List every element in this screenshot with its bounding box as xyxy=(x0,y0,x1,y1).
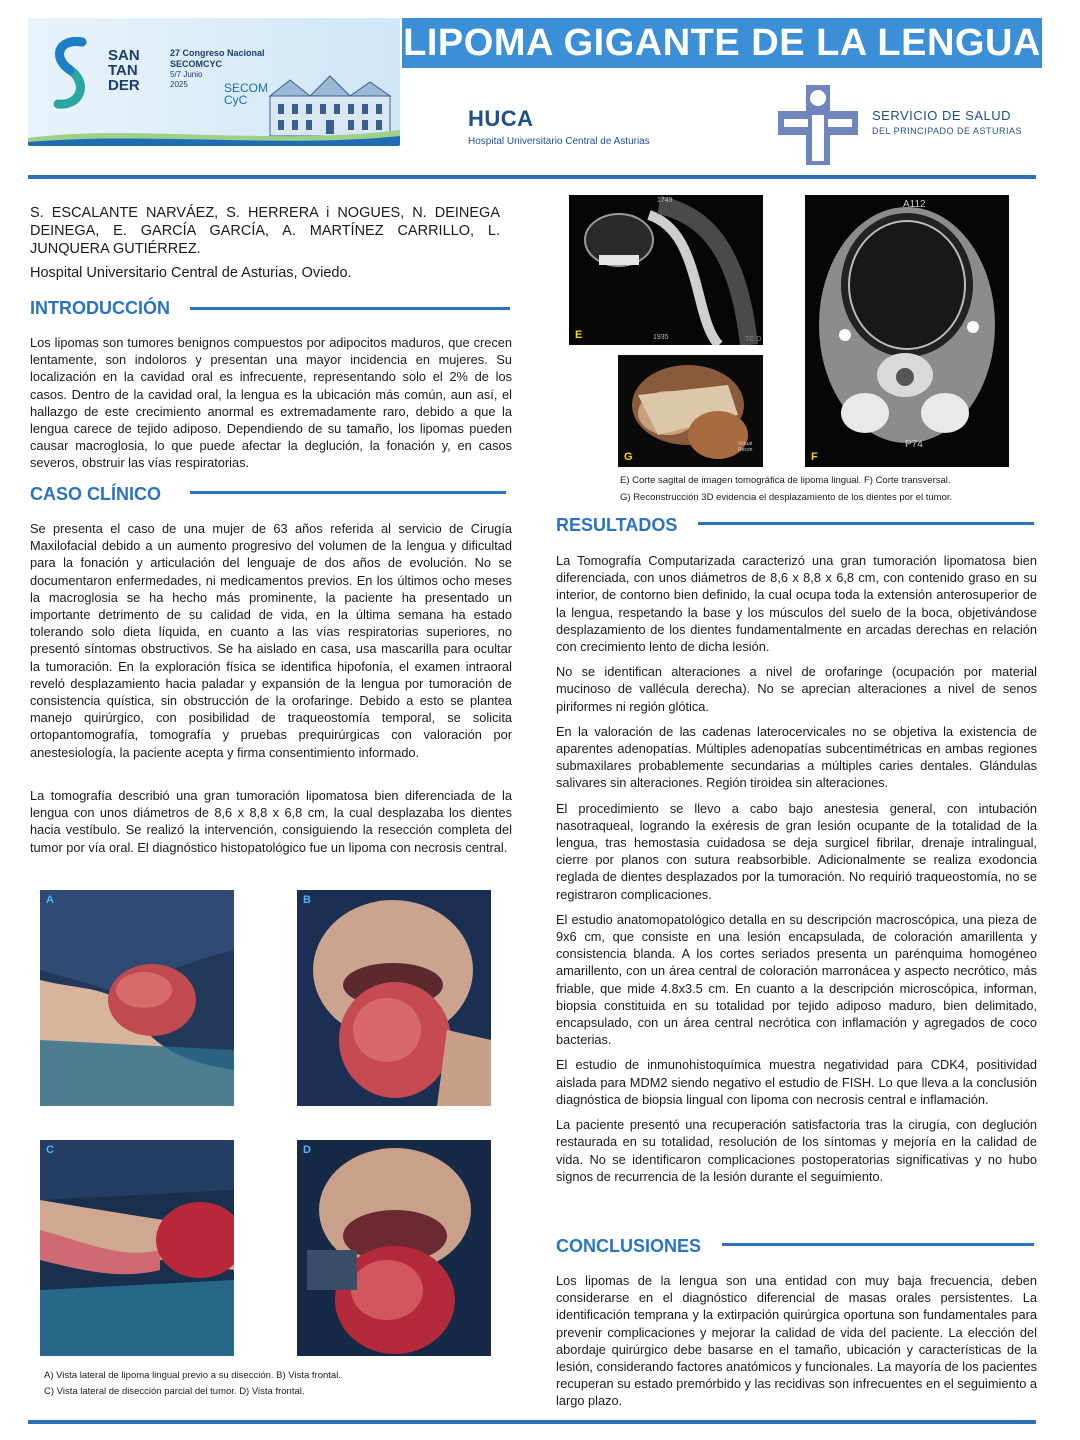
photo-b-label: B xyxy=(303,894,311,906)
results-paragraph-5: El estudio anatomopatológico detalla en su descripción macroscópica, una pieza de 9x6 cm, que consiste en una lesión encapsulada, de coloración amarillenta y consistencia blanda. A los cortes seriados presenta un parénquima homogéneo amarillento, con un área central de coloración marronácea y aspecto necrótico, más friable, que mide 4.8x3.5 cm. En cuanto a la descripción microscópica, informan, biopsia constituida en su totalidad por tejido adiposo maduro, bien delimitado, encapsulado, con un área central necrótica con inflamación y agregados de coco bacterias. xyxy=(556,911,1037,1048)
congress-banner xyxy=(28,18,400,146)
header-rule xyxy=(28,175,1036,179)
intro-text: Los lipomas son tumores benignos compuestos por adipocitos maduros, que crecen lentamente, son indoloros y presentan una mayor incidencia en mujeres. Su localización en la cavidad oral es infrecuente, representando solo el 2% de los casos. Dentro de la cavidad oral, la lengua es la ubicación más común, aun así, el hallazgo de este crecimiento anormal es extremadamente raro, debido a que la lengua carece de tejido adiposo. Dependiendo de su tamaño, los lipomas pueden causar macroglosia, lo que puede afectar la deglución, la fonación y, en casos severos, obstruir las vías respiratorias. xyxy=(30,335,512,471)
intro-heading-rule xyxy=(190,307,510,310)
poster-title: LIPOMA GIGANTE DE LA LENGUA xyxy=(402,18,1042,68)
results-paragraph-1: La Tomografía Computarizada caracterizó una gran tumoración lipomatosa bien diferenciada, con unos diámetros de 8,6 x 8,8 x 6,8 cm, con contenido graso en su interior, de contorno bien definido, la cual ocupa toda la extensión anterosuperior de la lengua, respetando la base y los músculos del suelo de la boca, objetivándose desplazamiento de los dientes fundamentalmente en arcadas derechas en relación con crecimiento lento de dicha lesión. xyxy=(556,553,1037,655)
case-heading: CASO CLÍNICO xyxy=(30,484,162,504)
santander-s-logo xyxy=(48,34,92,112)
photo-d xyxy=(297,1140,491,1356)
photo-a-label: A xyxy=(46,894,54,906)
ct-f-bottom-mark: P74 xyxy=(905,439,923,450)
conclusions-heading: CONCLUSIONES xyxy=(556,1236,702,1256)
photo-d-label: D xyxy=(303,1144,311,1156)
ct-f-top-mark: A112 xyxy=(903,199,926,210)
photo-caption: A) Vista lateral de lipoma lingual previo a su disección. B) Vista frontal. C) Vista lateral de disección parcial del tumor. D) Vista frontal. xyxy=(44,1370,341,1397)
results-paragraph-7: La paciente presentó una recuperación satisfactoria tras la cirugía, con deglución restaurada en su totalidad, resolución de los síntomas y mejoría en la calidad de vida. No se identificaron complicaciones postoperatorias significativas y no hubo signos de recurrencia de la lesión durante el seguimiento. xyxy=(556,1117,1037,1184)
congress-city: SAN TAN DER xyxy=(108,47,140,94)
ct-sagittal-e xyxy=(569,195,763,345)
sespa-cross-icon xyxy=(778,85,858,165)
results-paragraph-3: En la valoración de las cadenas laterocervicales no se objetiva la existencia de aparentes adenopatías. Múltiples adenopatías subcentimétricas en ambas regiones submaxilares probablemente secundarias a múltiples caries dentales. Glándulas salivares sin alteraciones. Región tiroidea sin alteraciones. xyxy=(556,723,1037,791)
photo-c xyxy=(40,1140,234,1356)
photo-a xyxy=(40,890,234,1106)
ct-e-top-mark: 1749 xyxy=(657,197,673,204)
photo-b xyxy=(297,890,491,1106)
sespa-logo-text: SERVICIO DE SALUD DEL PRINCIPADO DE ASTURIAS xyxy=(872,108,1023,136)
ct-f-label: F xyxy=(811,451,818,463)
ct-g-note: Virtual Recon xyxy=(738,441,753,453)
ct-transverse-f xyxy=(805,195,1009,467)
footer-rule xyxy=(28,1420,1036,1424)
imaging-caption: E) Corte sagital de imagen tomográfica de lipoma lingual. F) Corte transversal. G) Reconstrucción 3D evidencia el desplazamiento de los dientes por el tumor. xyxy=(620,475,953,503)
results-heading-rule xyxy=(698,522,1034,525)
conclusions-text: Los lipomas de la lengua son una entidad con muy baja frecuencia, deben considerarse en el diagnóstico diferencial de masas orales persistentes. La identificación temprana y la extirpación quirúrgica oportuna son fundamentales para prevenir complicaciones y mejorar la calidad de vida del paciente. La elección del abordaje quirúrgico debe basarse en el tamaño, ubicación y características de la lesión, considerando factores anatómicos y funcionales. La mayoría de los pacientes recuperan su estado premórbido y las recidivas son infrecuentes en el seguimiento a largo plazo. xyxy=(556,1273,1037,1409)
affiliation: Hospital Universitario Central de Asturias, Oviedo. xyxy=(30,265,352,281)
huca-full-name: Hospital Universitario Central de Asturias xyxy=(468,136,650,147)
ct-g-label: G xyxy=(624,451,633,463)
case-heading-rule xyxy=(190,491,506,494)
results-paragraph-2: No se identifican alteraciones a nivel de orofaringe (ocupación por material mucinoso de vallécula derecha). No se aprecian alteraciones a nivel de senos piriformes ni región glótica. xyxy=(556,664,1037,714)
secomcyc-logo: SECOM CyC xyxy=(224,81,269,107)
ct-e-bottom-mark: 1935 xyxy=(653,334,669,341)
huca-name: HUCA xyxy=(468,106,534,131)
results-text xyxy=(556,552,1037,1185)
congress-info: 27 Congreso Nacional SECOMCYC 5/7 Junio 2025 xyxy=(170,48,265,89)
results-paragraph-4: El procedimiento se llevo a cabo bajo anestesia general, con intubación nasotraqueal, logrando la exéresis de gran lesión ocupante de la totalidad de la lengua, tras hemostasia cuidadosa se deja surgicel fibrilar, drenaje intralingual, cierre por planos con sutura reabsorbible. Adicionalmente se realiza exodoncia reglada de dientes desplazados por la tumoración. No requirió traqueostomía, no se registraron complicaciones. xyxy=(556,800,1037,902)
authors: S. ESCALANTE NARVÁEZ, S. HERRERA i NOGUES, N. DEINEGA DEINEGA, E. GARCÍA GARCÍA, A. MARTÍNEZ CARRILLO, L. JUNQUERA GUTIÉRREZ. xyxy=(30,205,500,257)
case-paragraph-1: Se presenta el caso de una mujer de 63 años referida al servicio de Cirugía Maxilofacial debido a un aumento progresivo del volumen de la lengua y dificultad para la fonación y articulación del lenguaje de dos años de evolución. No se documentaron enfermedades, ni medicamentos previos. En los últimos ocho meses la macroglosia se ha hecho más prominente, la paciente ha presentado un importante detrimento de su calidad de vida, en la última semana ha estado tolerando solo dieta líquida, en cuanto a las vías respiratorias superiores, no presentó síntomas obstructivos. Se ha aislado en casa, usa mascarilla para ocultar la tumoración. En la exploración física se identifica hipofonía, el examen intraoral reveló desplazamiento hacia paladar y expansión de la lengua por tumoración de consistencia quística, sin obstrucción de la orofaringe. Debido a esto se plantea manejo quirúrgico, con posibilidad de traqueostomía temporal, se solicita ortopantomografía, tomografía y pruebas prequirúrgicas con valoración por anestesiología, la paciente acepta y firma consentimiento informado. xyxy=(30,521,512,760)
intro-heading: INTRODUCCIÓN xyxy=(30,298,170,318)
huca-logo xyxy=(468,106,650,147)
ct-e-corner-mark: TC D xyxy=(745,336,762,343)
banner-wave xyxy=(28,120,400,146)
case-paragraph-2: La tomografía describió una gran tumoración lipomatosa bien diferenciada de la lengua con unos diámetros de 8,6 x 8,8 x 6,8 cm, la cual desplazaba los dientes hacia vestíbulo. Se realizó la intervención, consiguiendo la resección completa del tumor por vía oral. El diagnóstico histopatológico fue un lipoma con necrosis central. xyxy=(30,788,512,855)
ct-e-label: E xyxy=(575,329,583,341)
results-paragraph-6: El estudio de inmunohistoquímica muestra negatividad para CDK4, positividad aislada para MDM2 siendo negativo el estudio de FISH. Lo que lleva a la conclusión diagnóstica de biopsia lingual con lipoma con necrosis central e inflamación. xyxy=(556,1057,1037,1107)
ct-3d-g xyxy=(618,355,763,467)
results-heading: RESULTADOS xyxy=(556,515,678,535)
conclusions-heading-rule xyxy=(722,1243,1034,1246)
photo-c-label: C xyxy=(46,1144,54,1156)
